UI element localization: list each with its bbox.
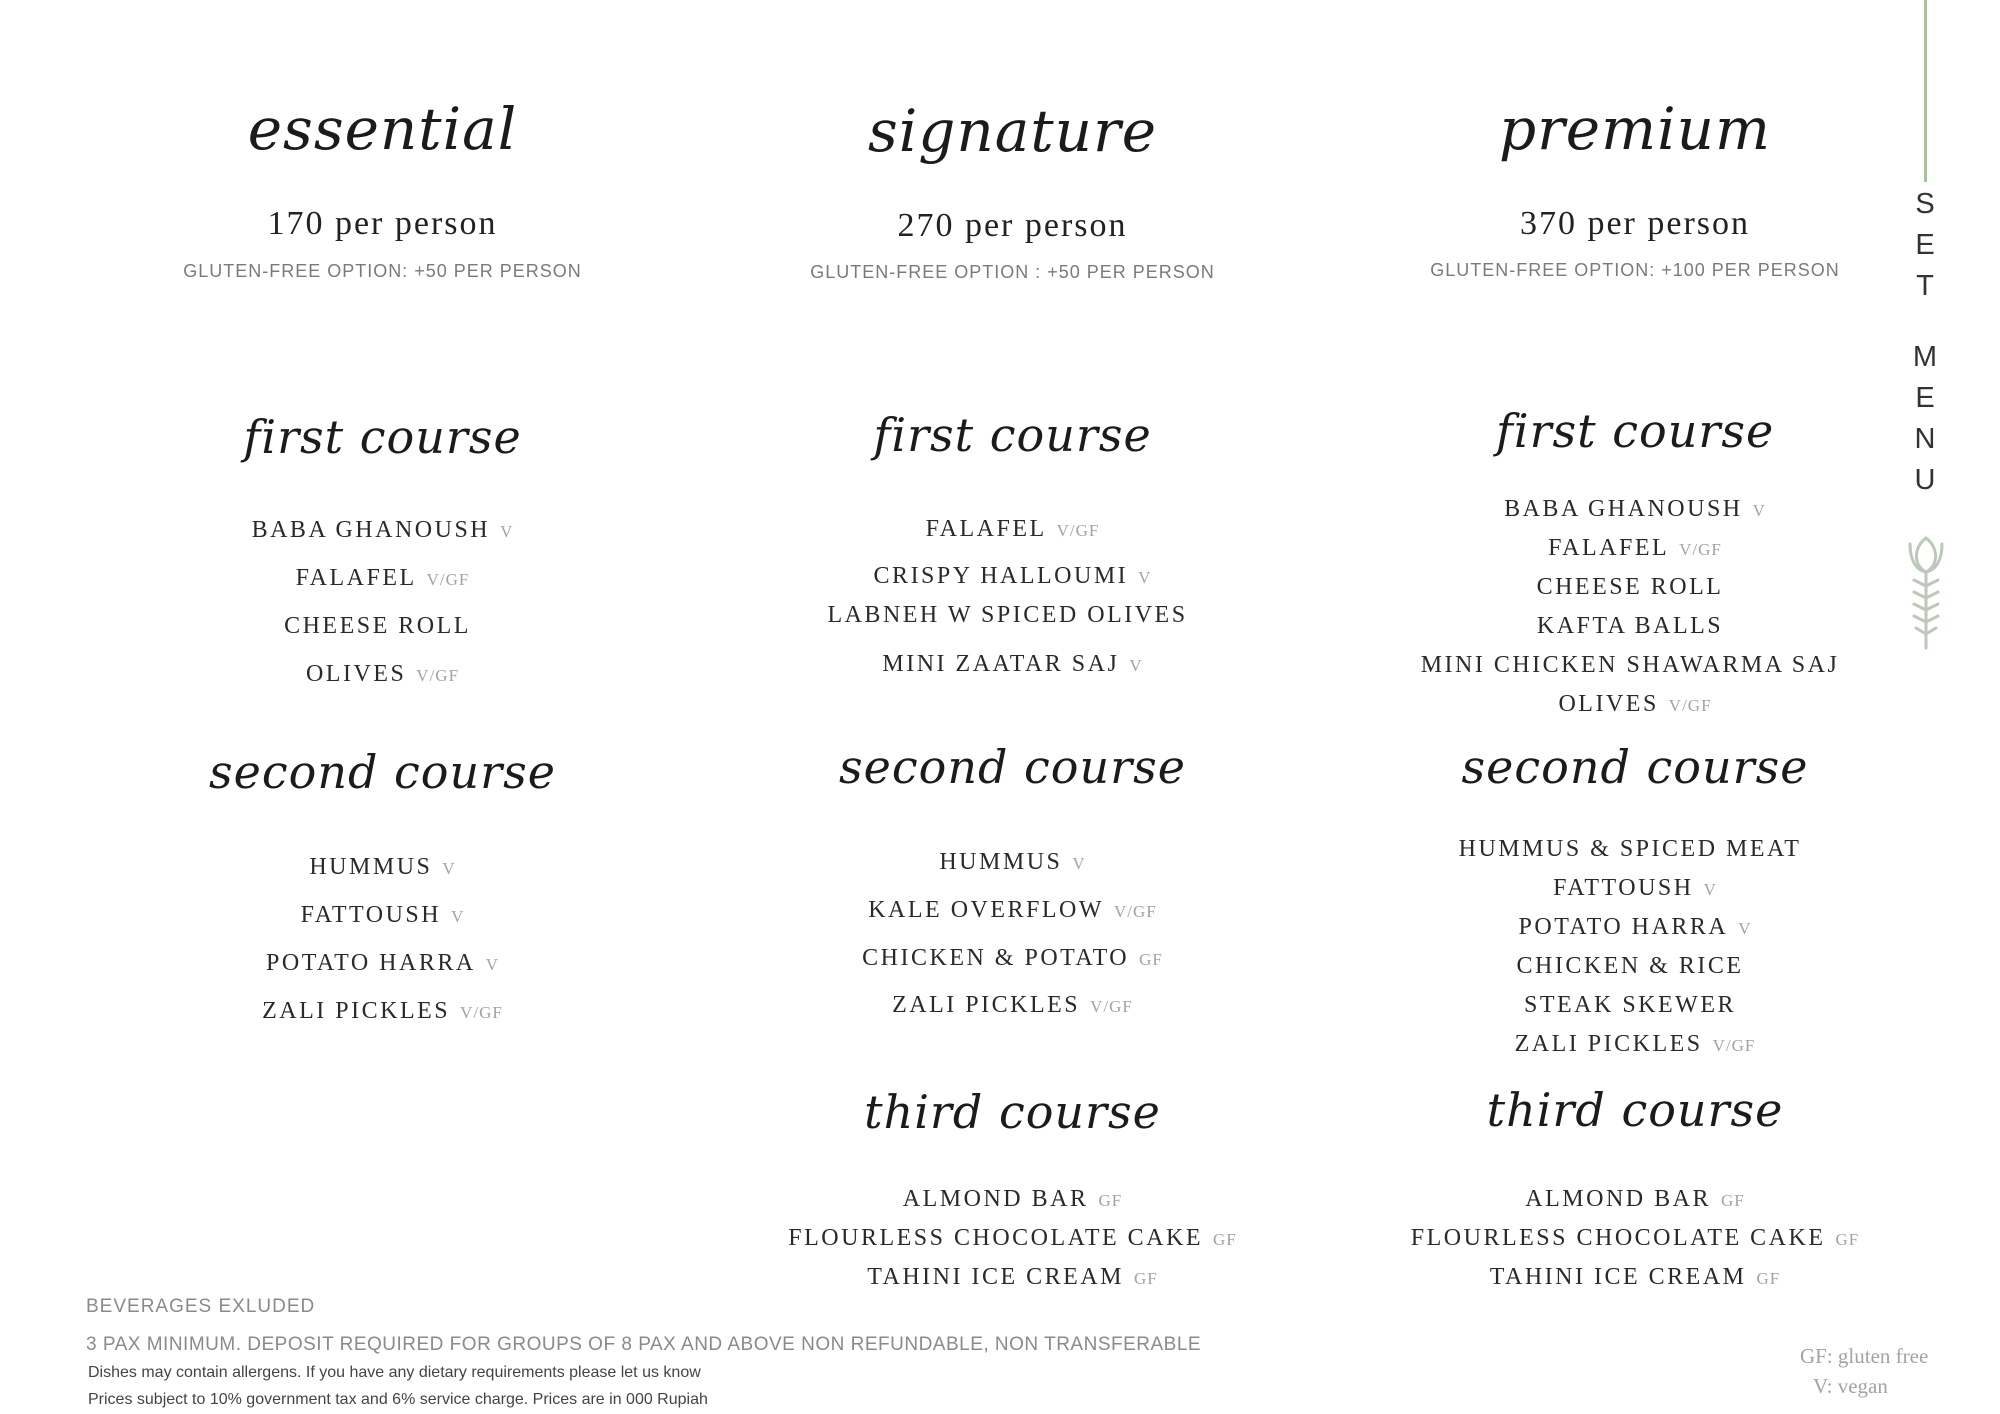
menu-item: FALAFEL V/GF bbox=[1548, 535, 1722, 561]
menu-item: HUMMUS V bbox=[939, 849, 1086, 875]
side-letter: S bbox=[1915, 188, 1935, 220]
menu-item: CHICKEN & RICE bbox=[1516, 953, 1744, 979]
course-title-first: first course bbox=[873, 408, 1152, 462]
menu-item: TAHINI ICE CREAM GF bbox=[867, 1264, 1158, 1290]
tier-price: 170 per person bbox=[267, 205, 498, 242]
side-letter: N bbox=[1914, 423, 1936, 455]
menu-item: BABA GHANOUSH V bbox=[1504, 496, 1766, 522]
menu-item: LABNEH W SPICED OLIVES bbox=[827, 602, 1188, 628]
diet-tag: V/GF bbox=[460, 1003, 503, 1022]
gluten-free-option: GLUTEN-FREE OPTION : +50 PER PERSON bbox=[810, 262, 1215, 282]
menu-item: FLOURLESS CHOCOLATE CAKE GF bbox=[788, 1225, 1237, 1251]
diet-tag: V/GF bbox=[426, 570, 470, 589]
diet-tag: GF bbox=[1212, 1230, 1237, 1249]
menu-item: POTATO HARRA V bbox=[266, 950, 499, 976]
diet-tag: V bbox=[1129, 656, 1143, 675]
course-title-second: second course bbox=[839, 740, 1186, 794]
diet-tag: V/GF bbox=[416, 666, 460, 685]
diet-tag: V bbox=[485, 955, 499, 974]
diet-tag: V/GF bbox=[1668, 696, 1712, 715]
diet-tag: GF bbox=[1835, 1230, 1860, 1249]
menu-item: FATTOUSH V bbox=[1553, 875, 1717, 901]
course-title-third: third course bbox=[864, 1085, 1161, 1139]
menu-item: ALMOND BAR GF bbox=[902, 1186, 1123, 1212]
menu-item: KALE OVERFLOW V/GF bbox=[868, 897, 1157, 923]
menu-item: FATTOUSH V bbox=[300, 902, 465, 928]
diet-tag: GF bbox=[1098, 1191, 1123, 1210]
course-title-second: second course bbox=[1461, 740, 1809, 794]
menu-item: MINI CHICKEN SHAWARMA SAJ bbox=[1420, 652, 1840, 678]
menu-item: HUMMUS V bbox=[309, 854, 456, 880]
set-menu-vertical-label bbox=[1905, 184, 1945, 501]
menu-item: OLIVES V/GF bbox=[1558, 691, 1712, 717]
menu-item: FLOURLESS CHOCOLATE CAKE GF bbox=[1410, 1225, 1860, 1251]
tier-price: 370 per person bbox=[1519, 205, 1751, 242]
menu-item: FALAFEL V/GF bbox=[925, 516, 1100, 542]
gluten-free-option: GLUTEN-FREE OPTION: +100 PER PERSON bbox=[1430, 260, 1840, 280]
legend-gluten-free: GF: gluten free bbox=[1800, 1344, 1929, 1368]
diet-tag: V bbox=[1072, 854, 1086, 873]
diet-tag: V/GF bbox=[1679, 540, 1722, 559]
menu-item: ALMOND BAR GF bbox=[1525, 1186, 1745, 1212]
tulip-sprig-icon bbox=[1904, 530, 1948, 650]
side-letter: T bbox=[1916, 270, 1934, 302]
diet-tag: V/GF bbox=[1712, 1036, 1756, 1055]
menu-item: KAFTA BALLS bbox=[1536, 613, 1724, 639]
menu-item: OLIVES V/GF bbox=[305, 661, 460, 687]
diet-tag: V/GF bbox=[1090, 997, 1133, 1016]
menu-item: ZALI PICKLES V/GF bbox=[892, 992, 1133, 1018]
menu-item: HUMMUS & SPICED MEAT bbox=[1458, 836, 1802, 862]
diet-tag: V bbox=[451, 907, 465, 926]
tier-title: signature bbox=[867, 97, 1158, 165]
gluten-free-option: GLUTEN-FREE OPTION: +50 PER PERSON bbox=[183, 261, 582, 281]
diet-tag: V bbox=[1738, 919, 1752, 938]
diet-tag: V bbox=[1138, 568, 1152, 587]
tax-note: Prices subject to 10% government tax and 6% service charge. Prices are in 000 Rupiah bbox=[88, 1391, 708, 1408]
diet-tag: V/GF bbox=[1056, 521, 1100, 540]
side-letter: U bbox=[1914, 464, 1936, 496]
diet-tag: V/GF bbox=[1114, 902, 1157, 921]
accent-divider bbox=[1924, 0, 1927, 182]
menu-item: MINI ZAATAR SAJ V bbox=[882, 651, 1143, 677]
menu-item: BABA GHANOUSH V bbox=[251, 517, 514, 543]
menu-item: POTATO HARRA V bbox=[1518, 914, 1752, 940]
side-letter: M bbox=[1912, 341, 1938, 373]
diet-tag: GF bbox=[1139, 950, 1163, 969]
tier-title: premium bbox=[1498, 95, 1772, 163]
legend-vegan: V: vegan bbox=[1813, 1374, 1888, 1398]
diet-tag: V bbox=[1752, 501, 1766, 520]
side-letter: E bbox=[1915, 382, 1935, 414]
diet-tag: GF bbox=[1134, 1269, 1158, 1288]
menu-item: CHEESE ROLL bbox=[284, 613, 471, 639]
side-letter: E bbox=[1915, 229, 1935, 261]
menu-item: FALAFEL V/GF bbox=[295, 565, 470, 591]
course-title-first: first course bbox=[1495, 404, 1775, 458]
course-title-second: second course bbox=[209, 745, 556, 799]
diet-tag: V bbox=[442, 859, 456, 878]
menu-item: STEAK SKEWER bbox=[1524, 992, 1736, 1018]
tier-price: 270 per person bbox=[897, 207, 1128, 244]
beverages-note: BEVERAGES EXLUDED bbox=[86, 1296, 316, 1317]
menu-item: CHICKEN & POTATO GF bbox=[862, 945, 1163, 971]
allergens-note: Dishes may contain allergens. If you have any dietary requirements please let us know bbox=[88, 1364, 701, 1381]
course-title-first: first course bbox=[243, 410, 522, 464]
course-title-third: third course bbox=[1486, 1083, 1784, 1137]
minimum-note: 3 PAX MINIMUM. DEPOSIT REQUIRED FOR GROUPS OF 8 PAX AND ABOVE NON REFUNDABLE, NON TRANSFERABLE bbox=[86, 1334, 1202, 1355]
menu-item: TAHINI ICE CREAM GF bbox=[1489, 1264, 1781, 1290]
side-letter-gap bbox=[1905, 307, 1945, 337]
tier-title: essential bbox=[247, 95, 518, 163]
diet-tag: GF bbox=[1720, 1191, 1745, 1210]
menu-item: CHEESE ROLL bbox=[1536, 574, 1724, 600]
diet-tag: V bbox=[500, 522, 514, 541]
diet-tag: GF bbox=[1756, 1269, 1781, 1288]
menu-item: CRISPY HALLOUMI V bbox=[873, 563, 1152, 589]
diet-tag: V bbox=[1703, 880, 1717, 899]
menu-item: ZALI PICKLES V/GF bbox=[1514, 1031, 1756, 1057]
menu-item: ZALI PICKLES V/GF bbox=[262, 998, 503, 1024]
